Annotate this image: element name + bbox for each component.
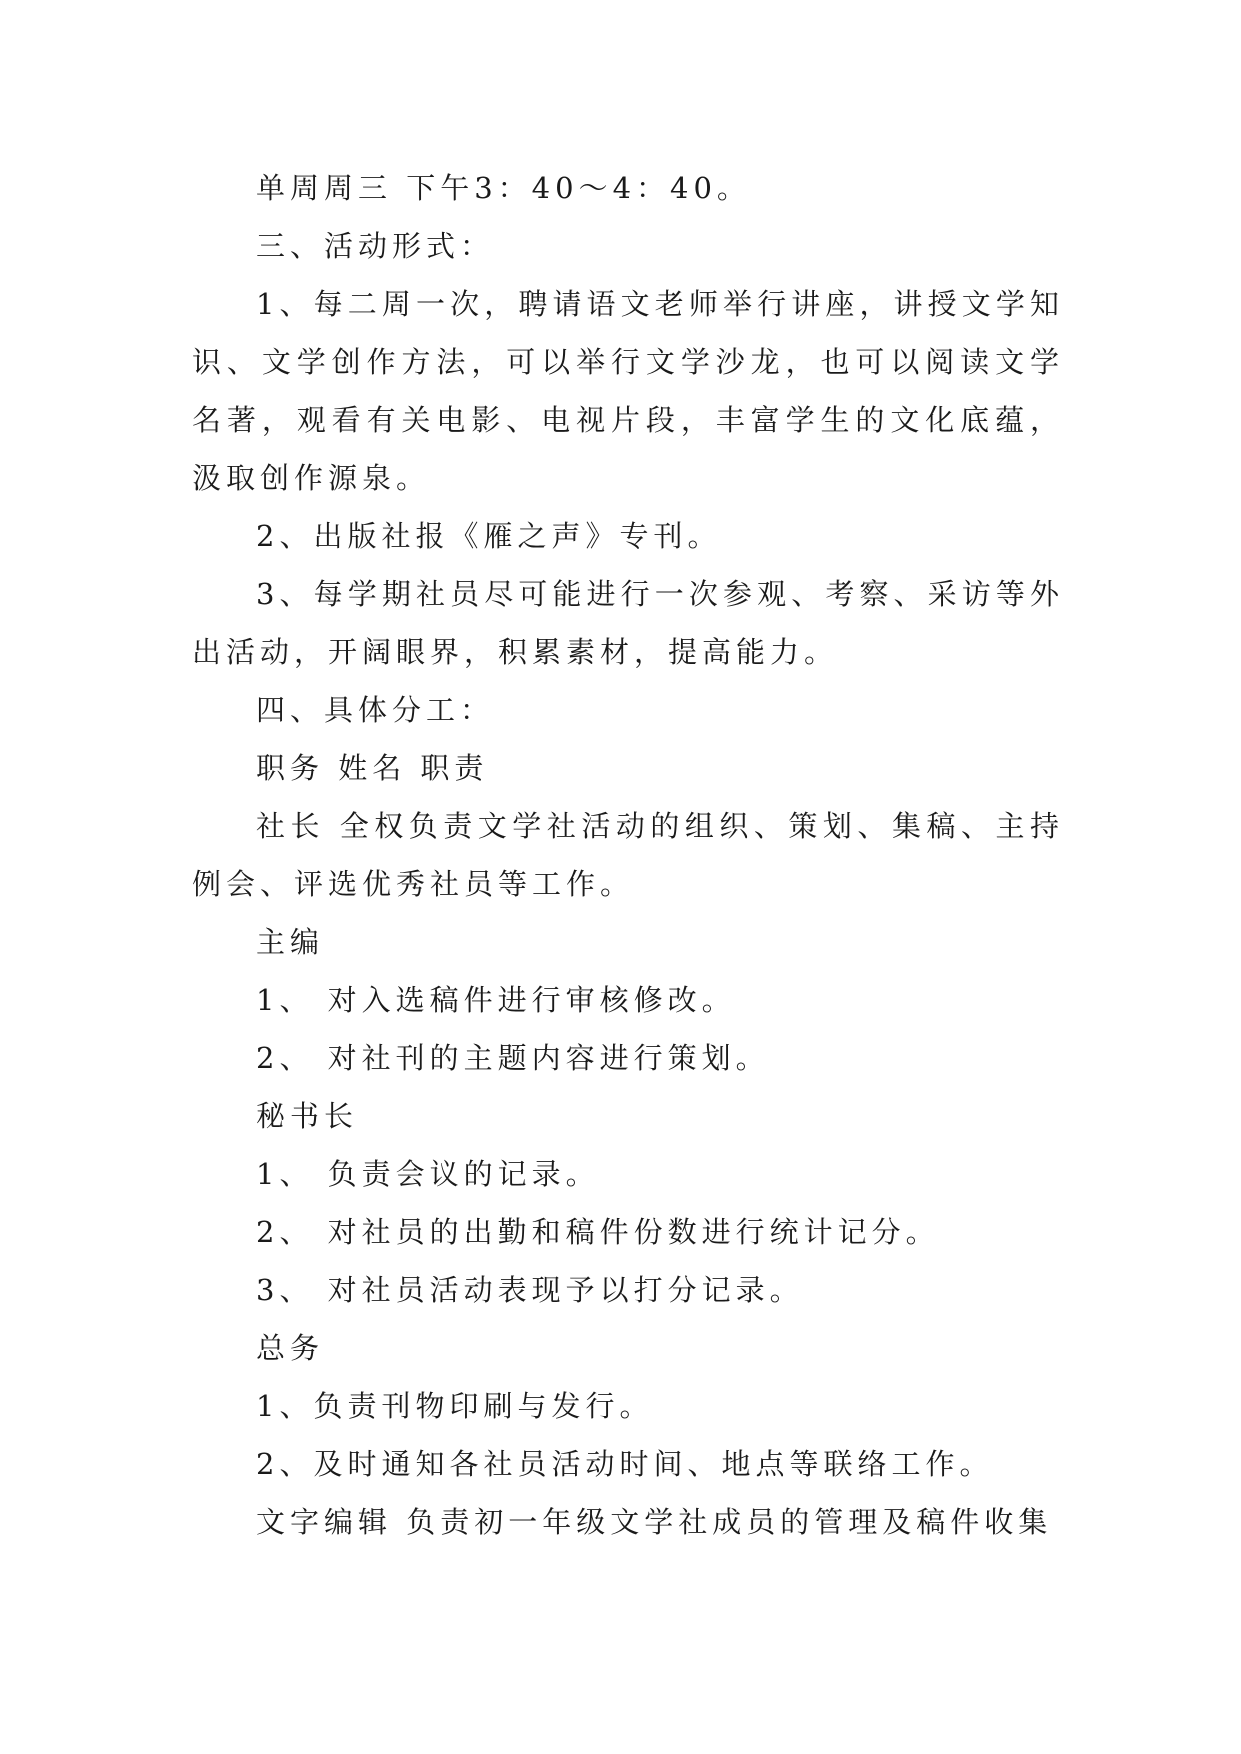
- paragraph-publication: 2、出版社报《雁之声》专刊。: [256, 519, 722, 553]
- paragraph-affairs-duty-1: 1、负责刊物印刷与发行。: [256, 1389, 654, 1423]
- heading-chief-editor: 主编: [256, 925, 325, 959]
- paragraph-schedule: 单周周三 下午3：40～4：40。: [256, 171, 751, 205]
- paragraph-lectures: 1、每二周一次，聘请语文老师举行讲座，讲授文学知识、文学创作方法，可以举行文学沙龙，也可以阅读文学名著，观看有关电影、电视片段，丰富学生的文化底蕴，汲取创作源泉。: [192, 287, 1064, 495]
- paragraph-outings: 3、每学期社员尽可能进行一次参观、考察、采访等外出活动，开阔眼界，积累素材，提高能力。: [192, 577, 1064, 669]
- paragraph-secretary-duty-3: 3、 对社员活动表现予以打分记录。: [256, 1273, 804, 1307]
- heading-secretary-general: 秘书长: [256, 1099, 359, 1133]
- heading-division-of-labor: 四、具体分工：: [256, 693, 495, 727]
- document-body: [192, 159, 1064, 1551]
- paragraph-table-header: 职务 姓名 职责: [256, 751, 489, 785]
- paragraph-president: 社长 全权负责文学社活动的组织、策划、集稿、主持例会、评选优秀社员等工作。: [192, 809, 1064, 901]
- heading-activity-format: 三、活动形式：: [256, 229, 495, 263]
- paragraph-affairs-duty-2: 2、及时通知各社员活动时间、地点等联络工作。: [256, 1447, 994, 1481]
- paragraph-editor-duty-1: 1、 对入选稿件进行审核修改。: [256, 983, 736, 1017]
- paragraph-editor-duty-2: 2、 对社刊的主题内容进行策划。: [256, 1041, 770, 1075]
- paragraph-secretary-duty-1: 1、 负责会议的记录。: [256, 1157, 600, 1191]
- paragraph-text-editor: 文字编辑 负责初一年级文学社成员的管理及稿件收集: [256, 1505, 1053, 1539]
- heading-general-affairs: 总务: [256, 1331, 325, 1365]
- paragraph-secretary-duty-2: 2、 对社员的出勤和稿件份数进行统计记分。: [256, 1215, 940, 1249]
